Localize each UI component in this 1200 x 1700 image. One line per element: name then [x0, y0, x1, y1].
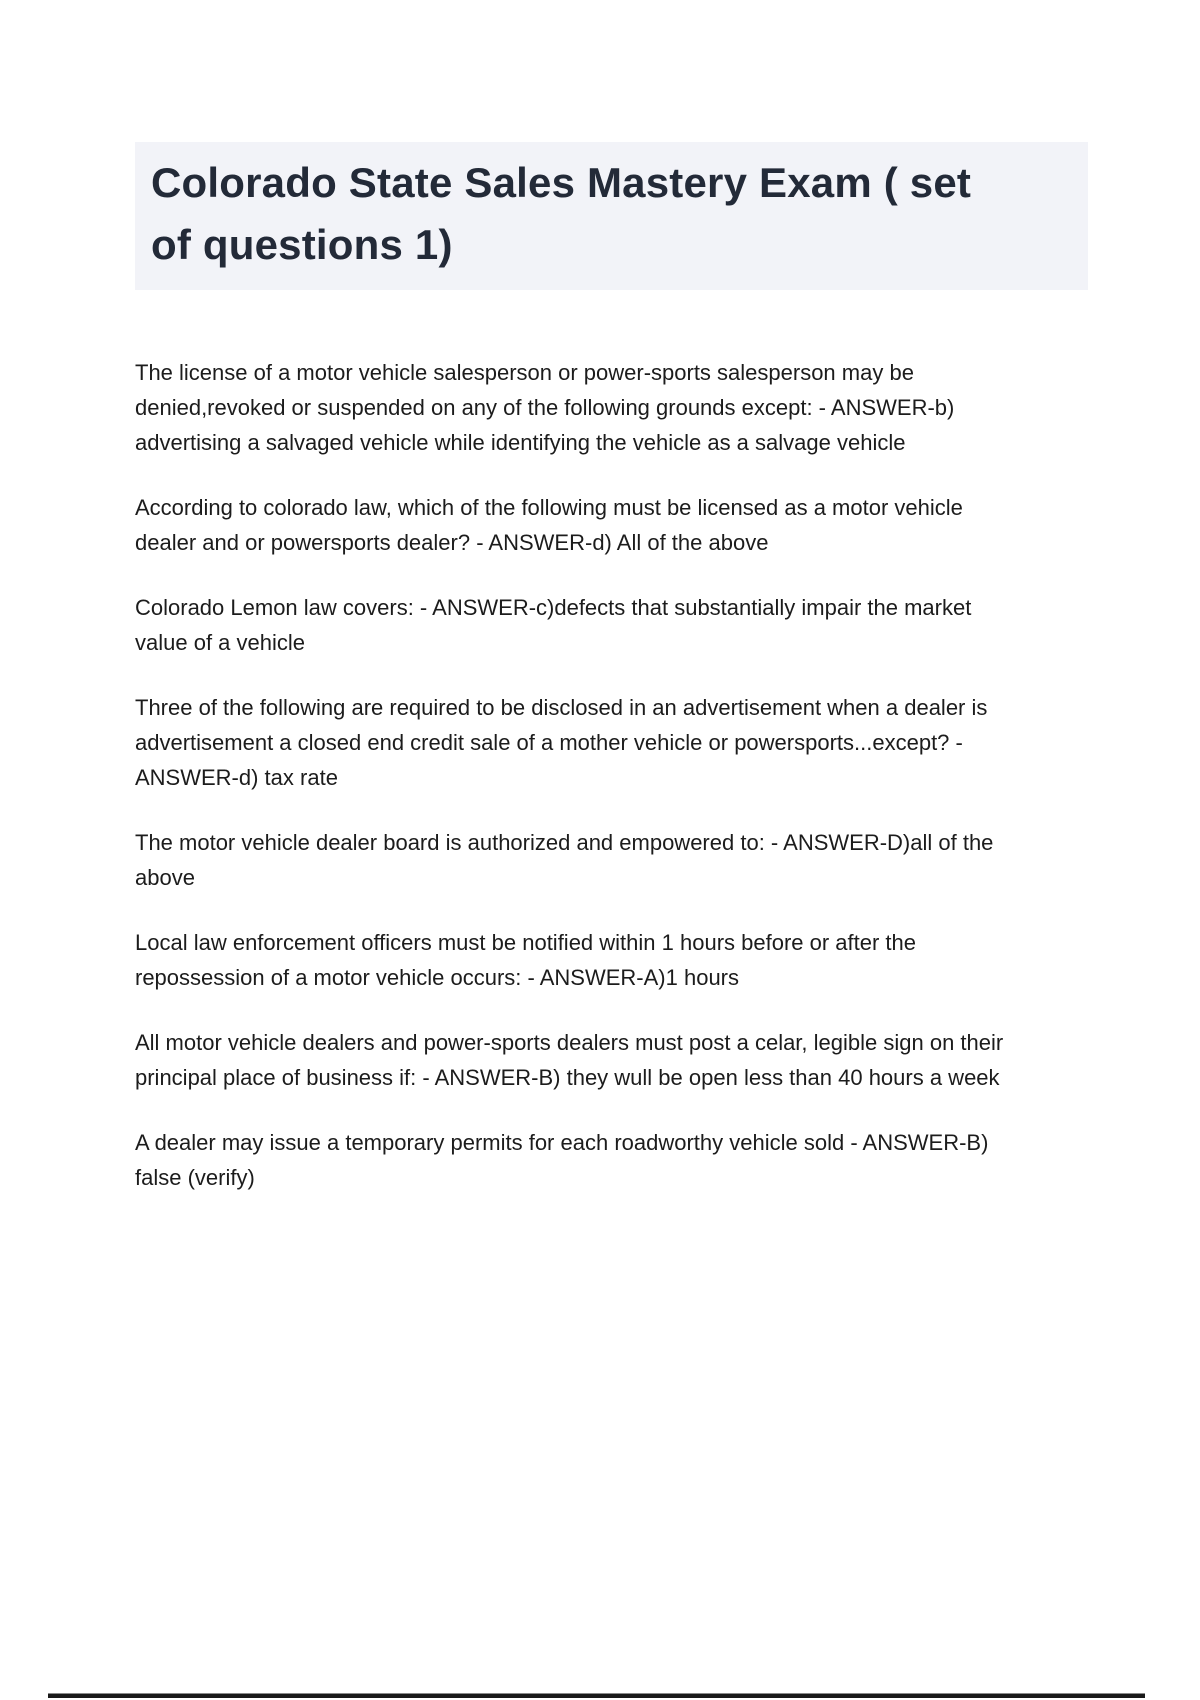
page-title [135, 142, 1088, 290]
page-title-line-1: Colorado State Sales Mastery Exam ( set [151, 159, 972, 206]
qa-paragraph: According to colorado law, which of the following must be licensed as a motor vehicle dealer and or powersports dealer? - ANSWER-d) All of the above [135, 495, 963, 555]
qa-paragraph: Colorado Lemon law covers: - ANSWER-c)defects that substantially impair the market value of a vehicle [135, 595, 972, 655]
page-title-line-2: of questions 1) [151, 221, 453, 268]
bottom-divider [48, 1693, 1145, 1698]
qa-paragraph: All motor vehicle dealers and power-sports dealers must post a celar, legible sign on their principal place of business if: - ANSWER-B) they wull be open less than 40 hours a week [135, 1030, 1004, 1090]
qa-paragraph: The license of a motor vehicle salesperson or power-sports salesperson may be denied,revoked or suspended on any of the following grounds except: - ANSWER-b) advertising a salvaged vehicle while identifying the vehicle as a salvage vehicle [135, 360, 955, 455]
qa-paragraph: Three of the following are required to be disclosed in an advertisement when a dealer is advertisement a closed end credit sale of a mother vehicle or powersports...except? - ANSWER-d) tax rate [135, 695, 988, 790]
document-body [135, 355, 1010, 1225]
qa-paragraph: The motor vehicle dealer board is authorized and empowered to: - ANSWER-D)all of the above [135, 830, 994, 890]
qa-paragraph: Local law enforcement officers must be notified within 1 hours before or after the repossession of a motor vehicle occurs: - ANSWER-A)1 hours [135, 930, 917, 990]
qa-paragraph: A dealer may issue a temporary permits for each roadworthy vehicle sold - ANSWER-B) false (verify) [135, 1130, 989, 1190]
